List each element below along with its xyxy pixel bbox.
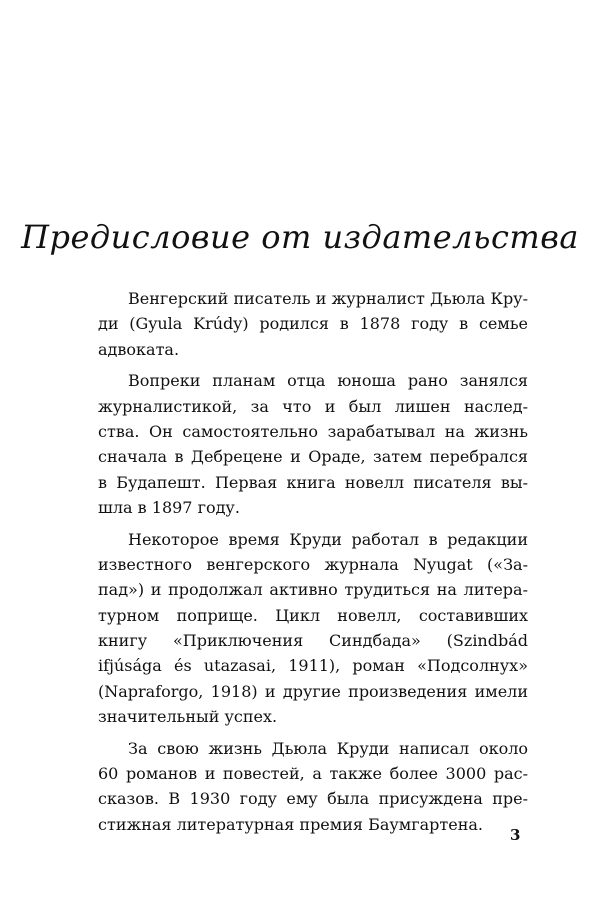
text-line: Венгерский писатель и журналист Дьюла Кру- [128, 289, 528, 308]
text-line: стижная литературная премия Баумгартена. [98, 814, 483, 834]
paragraph [98, 286, 528, 362]
text-line: пад») и продолжал активно трудиться на литера- [98, 580, 528, 600]
text-line: ди (Gyula Krúdy) родился в 1878 году в семье [98, 314, 528, 334]
text-line: Некоторое время Круди работал в редакции [128, 529, 528, 549]
body-text [98, 286, 528, 837]
paragraph [98, 368, 528, 520]
text-line: журналистикой, за что и был лишен наслед- [98, 396, 528, 416]
text-line: ifjúsága és utazasai, 1911), роман «Подсолнух» [98, 656, 528, 676]
paragraph [98, 736, 528, 838]
text-line: (Napraforgo, 1918) и другие произведения имели [98, 681, 528, 701]
text-line: Вопреки планам отца юноша рано занялся [128, 371, 528, 391]
text-line: в Будапешт. Первая книга новелл писателя вы- [98, 472, 528, 492]
text-line: известного венгерского журнала Nyugat («За- [98, 554, 528, 574]
text-line: книгу «Приключения Синдбада» (Szindbád [98, 631, 528, 651]
text-line: шла в 1897 году. [98, 498, 240, 518]
page-number: 3 [510, 826, 521, 844]
text-line: ства. Он самостоятельно зарабатывал на жизнь [98, 421, 528, 441]
text-line: адвоката. [98, 339, 180, 359]
text-line: сначала в Дебрецене и Ораде, затем перебрался [98, 447, 528, 467]
text-line: значительный успех. [98, 707, 278, 727]
text-line: турном поприще. Цикл новелл, составивших [98, 605, 528, 625]
page-title: Предисловие от издательства [21, 218, 579, 256]
text-line: 60 романов и повестей, а также более 3000 рас- [98, 764, 528, 784]
text-line: сказов. В 1930 году ему была присуждена пре- [98, 789, 528, 809]
paragraph [98, 527, 528, 730]
text-line: За свою жизнь Дьюла Круди написал около [128, 738, 528, 758]
